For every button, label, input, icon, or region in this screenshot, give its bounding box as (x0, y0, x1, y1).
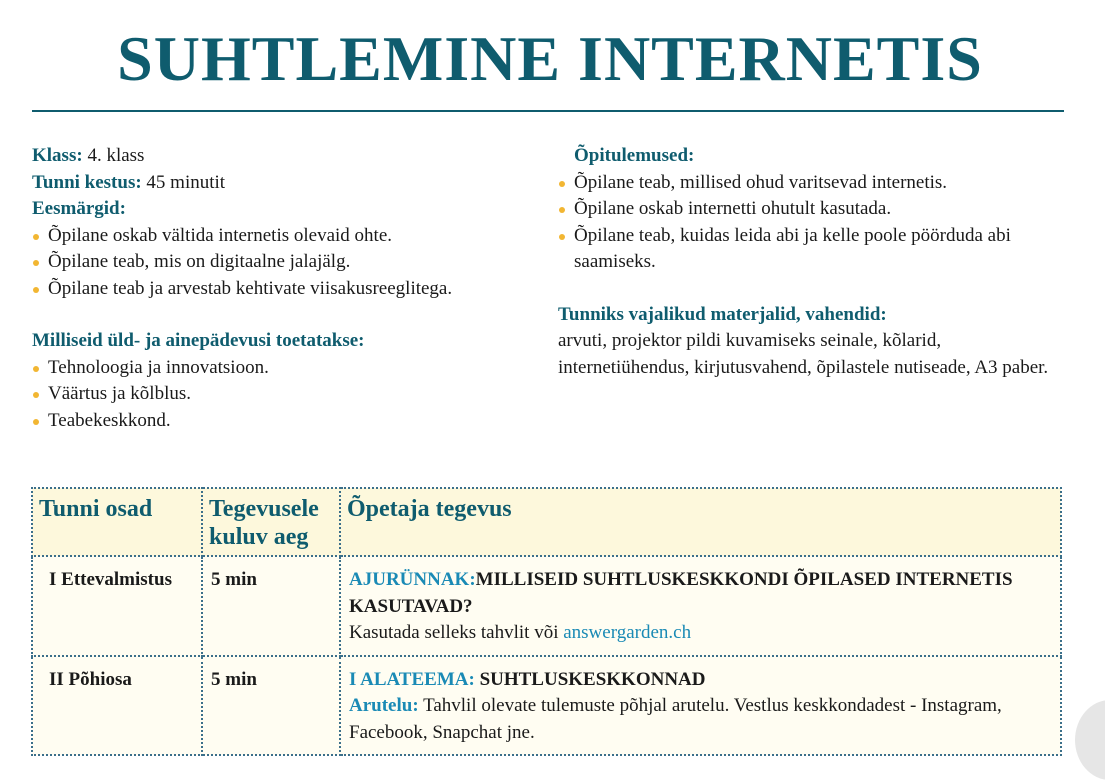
lesson-info-right (558, 143, 1068, 381)
outcomes-heading: Õpitulemused: (574, 145, 695, 166)
lesson-info-left (32, 143, 552, 434)
materials-heading: Tunniks vajalikud materjalid, vahendid: (558, 303, 887, 325)
goals-heading: Eesmärgid: (32, 198, 126, 219)
duration-value: 45 minutit (141, 171, 226, 193)
outcomes-list (558, 170, 1068, 276)
activity-title: SUHTLUSKESKKONNAD (474, 668, 706, 690)
goal-item: Õpilane teab ja arvestab kehtivate viisakusreeglitega. (32, 276, 552, 303)
goal-item: Õpilane oskab vältida internetis olevaid ohte. (32, 223, 552, 250)
activity-keyword: AJURÜNNAK: (349, 569, 476, 590)
class-line (32, 143, 552, 170)
activity-text: Tahvlil olevate tulemuste põhjal arutelu. Vestlus keskkondadest - Instagram, Facebook, Snapchat jne. (349, 695, 1002, 743)
activity-sub-label: Arutelu: (349, 695, 419, 716)
class-value: 4. klass (82, 145, 145, 166)
activity-title: MILLISEID SUHTLUSKESKKONDI ÕPILASED INTERNETIS KASUTAVAD? (349, 569, 1013, 617)
time-cell: 5 min (202, 656, 340, 756)
outcome-item: Õpilane oskab internetti ohutult kasutada. (558, 196, 1068, 223)
title-divider (32, 110, 1064, 112)
lesson-part-cell: II Põhiosa (32, 656, 202, 756)
competence-item: Tehnoloogia ja innovatsioon. (32, 355, 552, 382)
duration-line (32, 170, 552, 197)
time-cell: 5 min (202, 556, 340, 656)
duration-label: Tunni kestus: (32, 171, 142, 193)
competences-list (32, 355, 552, 435)
goals-list (32, 223, 552, 303)
page-title: SUHTLEMINE INTERNETIS (117, 23, 983, 94)
activity-cell (340, 656, 1061, 756)
outcome-item: Õpilane teab, kuidas leida abi ja kelle poole pöörduda abi saamiseks. (558, 223, 1068, 276)
competence-item: Teabekeskkond. (32, 408, 552, 435)
table-row (32, 556, 1061, 656)
activity-cell (340, 556, 1061, 656)
competences-heading: Milliseid üld- ja ainepädevusi toetatakse: (32, 330, 365, 351)
table-header-row (32, 488, 1061, 556)
lesson-plan-table (31, 487, 1062, 756)
page-corner-shape (1075, 700, 1105, 780)
header-lesson-parts: Tunni osad (32, 488, 202, 556)
table-row (32, 656, 1061, 756)
competence-item: Väärtus ja kõlblus. (32, 381, 552, 408)
activity-keyword: I ALATEEMA: (349, 668, 475, 690)
activity-text: Kasutada selleks tahvlit või (349, 622, 564, 643)
lesson-part-cell: I Ettevalmistus (32, 556, 202, 656)
header-teacher-activity: Õpetaja tegevus (340, 488, 1061, 556)
goal-item: Õpilane teab, mis on digitaalne jalajälg. (32, 249, 552, 276)
answergarden-link[interactable]: answergarden.ch (563, 622, 692, 643)
header-time: Tegevusele kuluv aeg (202, 488, 340, 556)
class-label: Klass: (32, 145, 83, 166)
materials-text: arvuti, projektor pildi kuvamiseks seinale, kõlarid, internetiühendus, kirjutusvahend, õpilastele nutiseade, A3 paber. (558, 330, 1049, 378)
outcome-item: Õpilane teab, millised ohud varitsevad internetis. (558, 170, 1068, 197)
